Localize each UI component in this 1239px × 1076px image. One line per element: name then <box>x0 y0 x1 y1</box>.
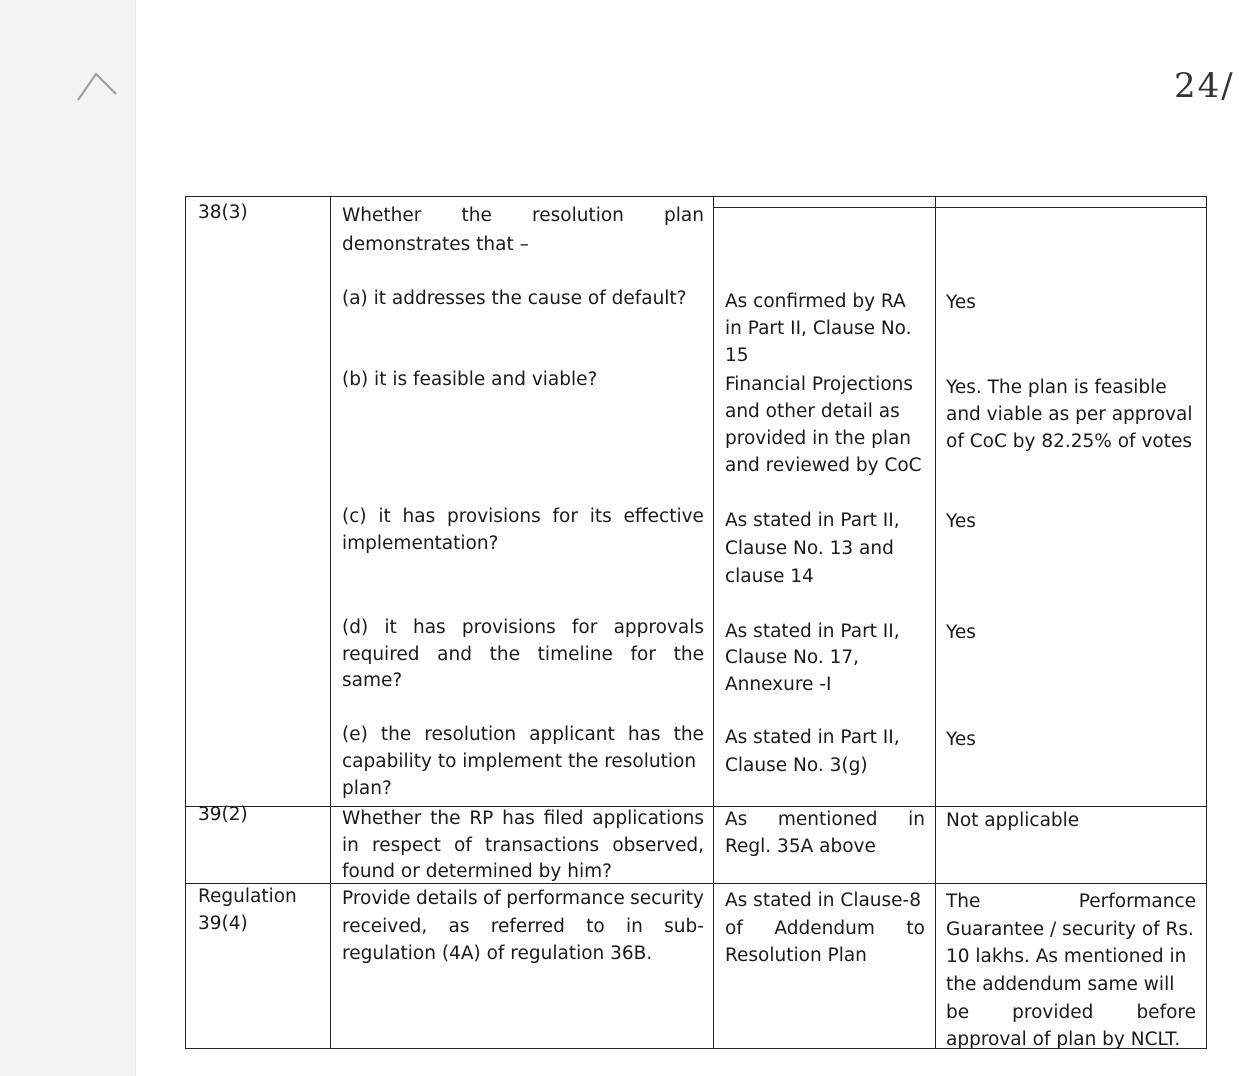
item-b-answer: and viable as per approval <box>946 404 1193 425</box>
item-e-ref: As stated in Part II, <box>725 727 900 748</box>
word: Whether <box>342 808 422 829</box>
word: Addendum <box>774 918 875 939</box>
reference-text: As stated in Clause-8 <box>725 890 921 911</box>
word: details <box>415 888 478 909</box>
item-d-ref: Clause No. 17, <box>725 647 860 668</box>
reference-text <box>725 915 925 942</box>
answer-text: Guarantee / security of Rs. <box>946 919 1194 940</box>
word: Provide <box>342 888 411 909</box>
question-line: demonstrates that – <box>342 234 529 255</box>
item-d-ref: Annexure -I <box>725 674 832 695</box>
item-a-label: (a) it addresses the cause of default? <box>342 288 687 309</box>
item-e-label: capability to implement the resolution <box>342 751 697 772</box>
question-line <box>342 202 704 229</box>
item-a-answer: Yes <box>946 292 976 313</box>
word: for <box>552 506 578 527</box>
column-divider <box>713 197 714 1048</box>
section-number: 39(4) <box>198 913 248 934</box>
page-number: 24/ <box>1174 66 1235 106</box>
item-c-label <box>342 503 704 530</box>
word: the <box>489 644 521 665</box>
word: RP <box>469 808 494 829</box>
answer-text <box>946 999 1196 1026</box>
item-d-label <box>342 614 704 641</box>
item-b-answer: Yes. The plan is feasible <box>946 377 1167 398</box>
word: the <box>461 205 492 226</box>
item-a-ref: 15 <box>725 345 749 366</box>
word: to <box>586 916 605 937</box>
word: for <box>571 617 598 638</box>
item-c-ref: Clause No. 13 and <box>725 538 894 559</box>
item-c-answer: Yes <box>946 511 976 532</box>
word: of <box>725 918 743 939</box>
item-d-ref: As stated in Part II, <box>725 621 900 642</box>
word: (c) <box>342 506 367 527</box>
word: has <box>627 724 661 745</box>
answer-text: 10 lakhs. As mentioned in <box>946 946 1187 967</box>
word: required <box>342 644 420 665</box>
word: as <box>448 916 470 937</box>
word: sub- <box>664 916 704 937</box>
word: the <box>673 644 704 665</box>
item-d-answer: Yes <box>946 622 976 643</box>
item-e-ref: Clause No. 3(g) <box>725 755 868 776</box>
word: provisions <box>461 617 556 638</box>
word: effective <box>623 506 704 527</box>
word: the <box>673 724 704 745</box>
section-number: 39(2) <box>198 804 248 825</box>
word: of <box>482 888 501 909</box>
regulation-table <box>185 196 1207 1049</box>
question-line <box>342 832 704 859</box>
word: has <box>413 617 446 638</box>
item-b-ref: provided in the plan <box>725 428 912 449</box>
answer-text: approval of plan by NCLT. <box>946 1029 1181 1050</box>
row-divider <box>186 883 1206 884</box>
word: it <box>378 506 391 527</box>
word: timeline <box>537 644 613 665</box>
word: applications <box>592 808 704 829</box>
word: provisions <box>446 506 541 527</box>
word: of <box>454 835 472 856</box>
word: to <box>906 918 925 939</box>
word: in <box>908 809 925 830</box>
item-a-ref: in Part II, Clause No. <box>725 318 912 339</box>
question-line <box>342 913 704 940</box>
word: it <box>384 617 397 638</box>
word: mentioned <box>777 809 878 830</box>
word: received, <box>342 916 428 937</box>
word: The <box>946 891 981 912</box>
word: observed, <box>612 835 704 856</box>
item-c-ref: As stated in Part II, <box>725 510 900 531</box>
word: approvals <box>613 617 704 638</box>
question-line <box>342 805 704 832</box>
word: provided <box>1012 1002 1094 1023</box>
word: resolution <box>424 724 517 745</box>
word: has <box>402 506 436 527</box>
word: Performance <box>1078 891 1196 912</box>
word: transactions <box>485 835 600 856</box>
word: (e) <box>342 724 368 745</box>
word: Whether <box>342 205 422 226</box>
item-c-ref: clause 14 <box>725 566 814 587</box>
word: filed <box>543 808 584 829</box>
answer-text: Not applicable <box>946 810 1080 831</box>
answer-text <box>946 888 1196 915</box>
word: the <box>380 724 412 745</box>
answer-text: the addendum same will <box>946 974 1175 995</box>
word: referred <box>490 916 565 937</box>
word: and <box>437 644 472 665</box>
item-b-ref: and reviewed by CoC <box>725 455 922 476</box>
item-b-label: (b) it is feasible and viable? <box>342 369 598 390</box>
word: resolution <box>532 205 624 226</box>
question-line <box>342 885 704 912</box>
item-b-answer: of CoC by 82.25% of votes <box>946 431 1192 452</box>
word: be <box>946 1002 970 1023</box>
item-e-label: plan? <box>342 778 392 799</box>
item-e-answer: Yes <box>946 729 976 750</box>
word: As <box>725 809 748 830</box>
word: plan <box>664 205 704 226</box>
section-number: 38(3) <box>198 202 248 223</box>
word: performance <box>506 888 625 909</box>
word: for <box>630 644 656 665</box>
item-d-label <box>342 641 704 668</box>
question-line: found or determined by him? <box>342 861 612 882</box>
item-b-ref: Financial Projections <box>725 374 914 395</box>
question-line: regulation (4A) of regulation 36B. <box>342 943 653 964</box>
column-divider <box>330 197 331 1048</box>
reference-text <box>725 806 925 833</box>
word: its <box>589 506 612 527</box>
word: applicant <box>529 724 615 745</box>
item-c-label: implementation? <box>342 533 499 554</box>
word: has <box>502 808 535 829</box>
item-a-ref: As confirmed by RA <box>725 291 906 312</box>
item-e-label <box>342 721 704 748</box>
row-divider <box>713 207 1206 208</box>
word: (d) <box>342 617 369 638</box>
column-divider <box>935 197 936 1048</box>
caret-mark-icon <box>76 70 120 104</box>
word: in <box>342 835 359 856</box>
item-b-ref: and other detail as <box>725 401 900 422</box>
word: in <box>626 916 643 937</box>
reference-text: Resolution Plan <box>725 945 867 966</box>
reference-text: Regl. 35A above <box>725 836 876 857</box>
item-d-label: same? <box>342 670 403 691</box>
word: respect <box>372 835 441 856</box>
word: before <box>1136 1002 1196 1023</box>
word: security <box>630 888 704 909</box>
scan-shadow-margin <box>0 0 136 1076</box>
section-number: Regulation <box>198 886 297 907</box>
word: the <box>430 808 461 829</box>
